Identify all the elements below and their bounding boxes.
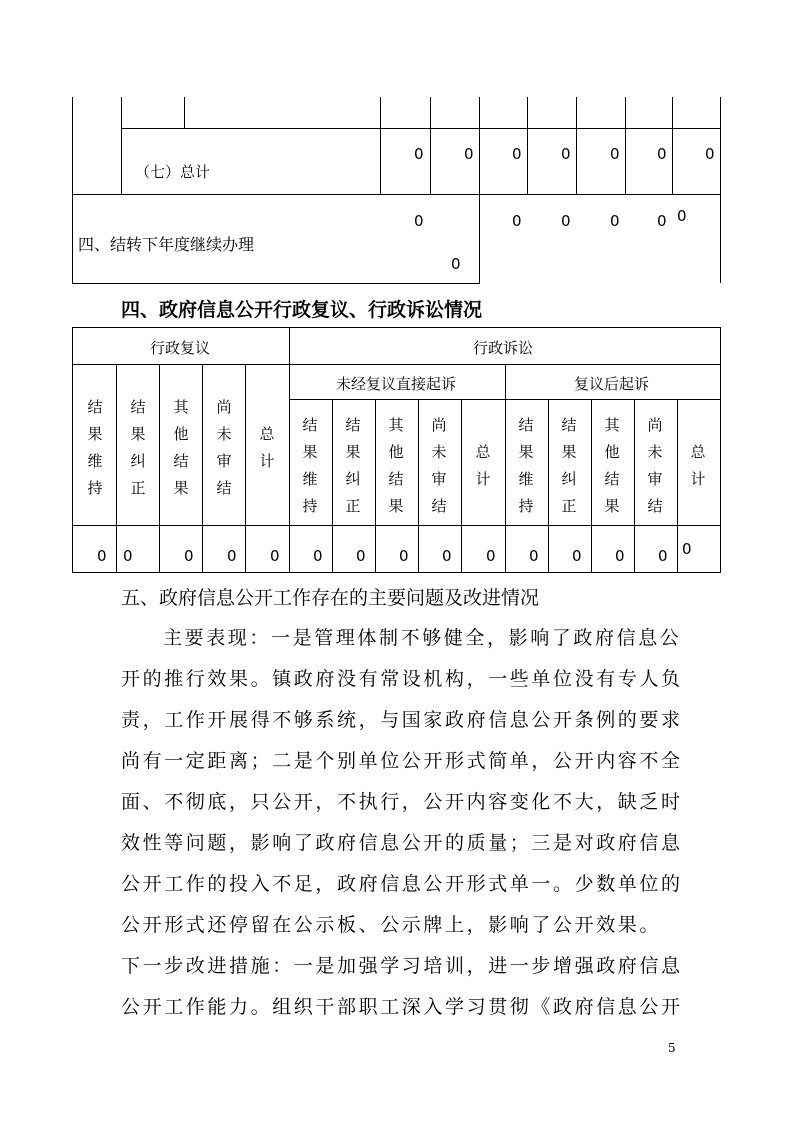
header-post-review-suit: 复议后起诉 [574, 375, 650, 393]
paragraph-line: 尚有一定距离；二是个别单位公开形式简单，公开内容不全 [121, 750, 683, 772]
col-header-result-upheld: 结 果 维 持 [87, 398, 103, 497]
table-cell-value: 0 [399, 547, 409, 565]
table-cell-value: 0 [270, 547, 280, 565]
paragraph-line: 效性等问题，影响了政府信息公开的质量；三是对政府信息 [121, 832, 683, 854]
col-header-result-upheld: 结 果 维 持 [302, 416, 318, 515]
table-cell-value: 0 [572, 547, 582, 565]
paragraph-line: 公开形式还停留在公示板、公示牌上，影响了公开效果。 [121, 914, 662, 936]
total-value: 0 [464, 145, 474, 163]
total-value: 0 [657, 145, 667, 163]
carryover-value: 0 [561, 212, 571, 230]
table-cell-value: 0 [486, 547, 496, 565]
page-number: 5 [668, 1041, 676, 1055]
table-cell-value: 0 [615, 547, 625, 565]
carryover-value: 0 [451, 255, 461, 273]
total-value: 0 [561, 145, 571, 163]
table-cell-value: 0 [442, 547, 452, 565]
carryover-value: 0 [414, 212, 424, 230]
col-header-total: 总 计 [690, 443, 706, 488]
table-cell-value: 0 [123, 547, 133, 565]
total-value: 0 [610, 145, 620, 163]
col-header-result-corrected: 结 果 纠 正 [345, 416, 361, 515]
carryover-value: 0 [657, 212, 667, 230]
paragraph-line: 下一步改进措施：一是加强学习培训，进一步增强政府信息 [121, 955, 683, 977]
header-admin-litigation: 行政诉讼 [473, 339, 534, 357]
col-header-result-corrected: 结 果 纠 正 [561, 416, 577, 515]
header-admin-review: 行政复议 [150, 339, 211, 357]
col-header-result-upheld: 结 果 维 持 [518, 416, 534, 515]
total-value: 0 [414, 145, 424, 163]
paragraph-line: 开的推行效果。镇政府没有常设机构，一些单位没有专人负 [121, 668, 683, 690]
col-header-total: 总 计 [475, 443, 491, 488]
table-cell-value: 0 [682, 540, 692, 558]
col-header-pending: 尚 未 审 结 [647, 416, 663, 515]
total-value: 0 [512, 145, 522, 163]
total-row-label: （七）总计 [135, 163, 211, 181]
col-header-pending: 尚 未 审 结 [431, 416, 447, 515]
col-header-other-result: 其 他 结 果 [604, 416, 620, 515]
table-cell-value: 0 [529, 547, 539, 565]
table-cell-value: 0 [658, 547, 668, 565]
paragraph-line: 公开工作的投入不足，政府信息公开形式单一。少数单位的 [121, 873, 683, 895]
col-header-other-result: 其 他 结 果 [388, 416, 404, 515]
paragraph-line: 面、不彻底，只公开，不执行，公开内容变化不大，缺乏时 [121, 791, 683, 813]
col-header-pending: 尚 未 审 结 [216, 398, 232, 497]
col-header-result-corrected: 结 果 纠 正 [130, 398, 146, 497]
total-value: 0 [705, 145, 715, 163]
col-header-total: 总 计 [259, 425, 275, 470]
carryover-value: 0 [512, 212, 522, 230]
paragraph-line: 责，工作开展得不够系统，与国家政府信息公开条例的要求 [121, 709, 683, 731]
table-cell-value: 0 [227, 547, 237, 565]
section-5-heading: 五、政府信息公开工作存在的主要问题及改进情况 [121, 587, 540, 609]
table-cell-value: 0 [97, 547, 107, 565]
carryover-value: 0 [610, 212, 620, 230]
paragraph-line: 主要表现：一是管理体制不够健全，影响了政府信息公 [163, 627, 682, 649]
section-4-heading: 四、政府信息公开行政复议、行政诉讼情况 [121, 299, 483, 321]
header-direct-suit: 未经复议直接起诉 [336, 375, 457, 393]
table-cell-value: 0 [184, 547, 194, 565]
col-header-other-result: 其 他 结 果 [173, 398, 189, 497]
table-cell-value: 0 [313, 547, 323, 565]
table-cell-value: 0 [356, 547, 366, 565]
paragraph-line: 公开工作能力。组织干部职工深入学习贯彻《政府信息公开 [121, 996, 683, 1018]
carryover-row-label: 四、结转下年度继续办理 [78, 235, 255, 254]
carryover-value: 0 [677, 207, 687, 225]
